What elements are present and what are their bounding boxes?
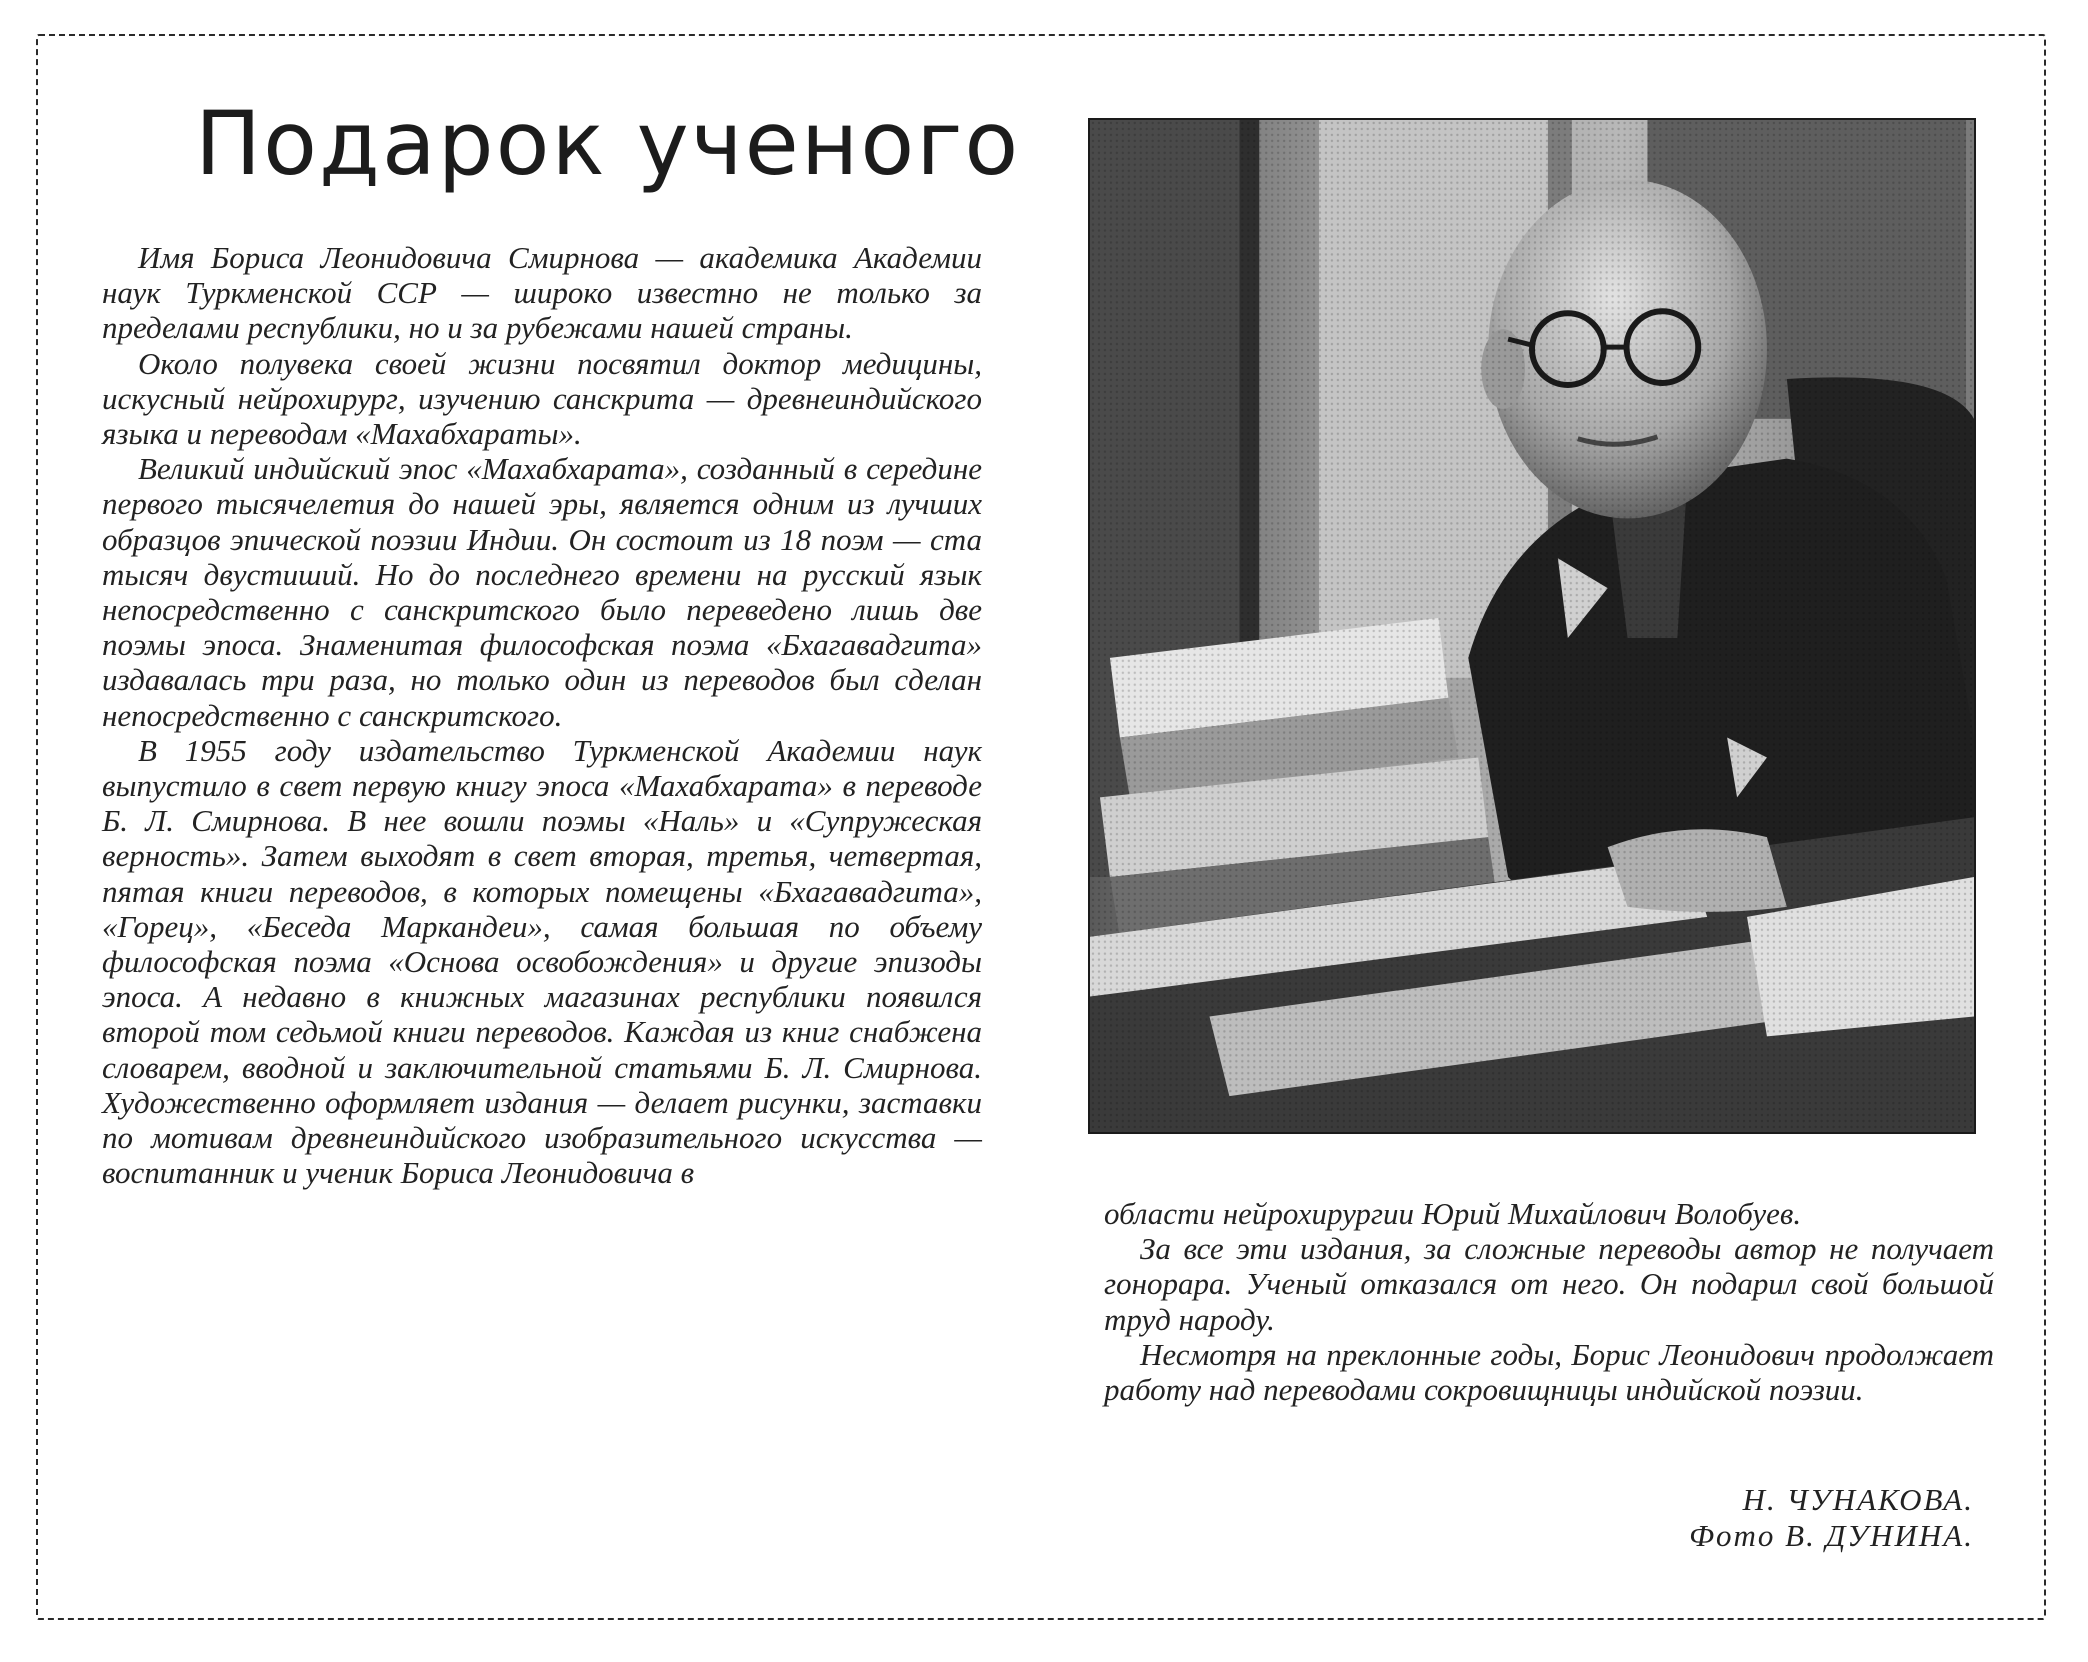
portrait-photo-icon: [1090, 120, 1974, 1132]
article-paragraph: Несмотря на преклонные годы, Борис Леонидович продолжает работу над переводами сокровищницы индийской поэзии.: [1104, 1336, 1994, 1408]
article-column-right: [1104, 1196, 1994, 1407]
article-paragraph: В 1955 году издательство Туркменской Академии наук выпустило в свет первую книгу эпоса «Махабхарата» в переводе Б. Л. Смирнова. В нее вошли поэмы «Наль» и «Супружеская верность». Затем выходят в свет вторая, третья, четвертая, пятая книги переводов, в которых помещены «Бхагавадгита», «Горец», «Беседа Маркандеи», самая большая по объему философская поэма «Основа освобождения» и другие эпизоды эпоса. А недавно в книжных магазинах республики появился второй том седьмой книги переводов. Каждая из книг снабжена словарем, вводной и заключительной статьями Б. Л. Смирнова. Художественно оформляет издания — делает рисунки, заставки по мотивам древнеиндийского изобразительного искусства — воспитанник и ученик Бориса Леонидовича в: [102, 732, 982, 1191]
article-paragraph: области нейрохирургии Юрий Михайлович Волобуев.: [1104, 1196, 1802, 1231]
photo-credit: Фото В. ДУНИНА.: [1689, 1518, 1974, 1553]
author-name: Н. ЧУНАКОВА.: [1742, 1482, 1974, 1517]
article-paragraph: Имя Бориса Леонидовича Смирнова — академика Академии наук Туркменской ССР — широко известно не только за пределами республики, но и за рубежами нашей страны.: [102, 240, 982, 346]
article-signature: [1689, 1482, 1974, 1554]
article-paragraph: Великий индийский эпос «Махабхарата», созданный в середине первого тысячелетия до нашей эры, является одним из лучших образцов эпической поэзии Индии. Он состоит из 18 поэм — ста тысяч двустиший. Но до последнего времени на русский язык непосредственно с санскритского было переведено лишь две поэмы эпоса. Знаменитая философская поэма «Бхагавадгита» издавалась три раза, но только один из переводов был сделан непосредственно с санскритского.: [102, 451, 982, 733]
article-paragraph: За все эти издания, за сложные переводы автор не получает гонорара. Ученый отказался от него. Он подарил свой большой труд народу.: [1104, 1231, 1994, 1337]
article-paragraph: Около полувека своей жизни посвятил доктор медицины, искусный нейрохирург, изучению санскрита — древнеиндийского языка и переводам «Махабхараты».: [102, 345, 982, 452]
article-title: Подарок ученого: [195, 92, 1021, 195]
portrait-photo: [1088, 118, 1976, 1134]
article-column-left: [102, 240, 982, 1190]
